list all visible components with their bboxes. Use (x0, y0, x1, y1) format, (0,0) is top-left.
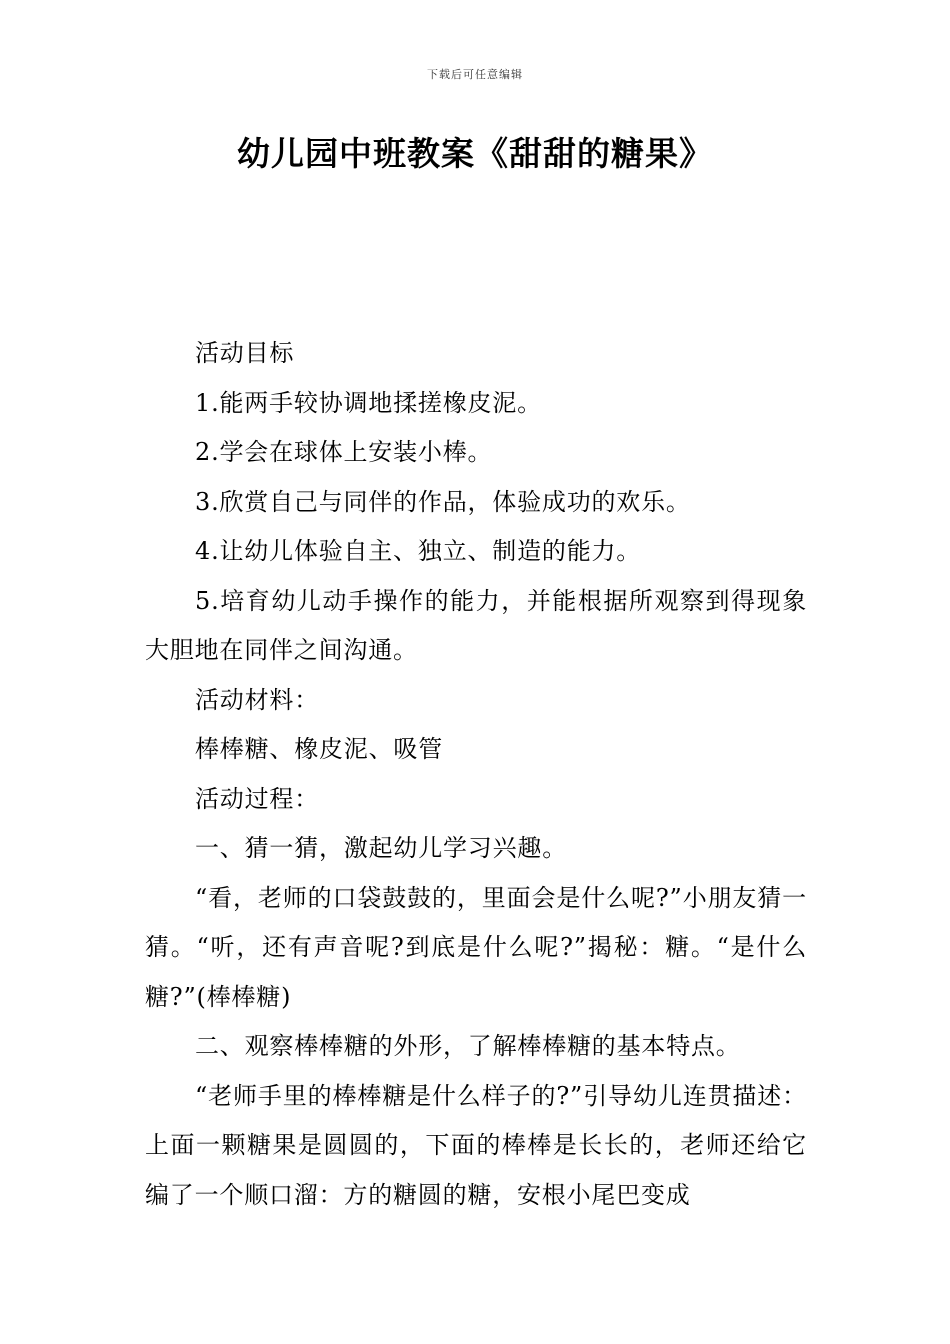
document-title: 幼儿园中班教案《甜甜的糖果》 (237, 134, 713, 173)
section-heading-process: 活动过程： (195, 784, 319, 813)
goal-item: 2.学会在球体上安装小棒。 (195, 438, 493, 466)
process-paragraph: “老师手里的棒棒糖是什么样子的?”引导幼儿连贯描述：上面一颗糖果是圆圆的，下面的棒棒是长长的，老师还给它编了一个顺口溜：方的糖圆的糖，安根小尾巴变成 (145, 1081, 807, 1209)
section-heading-goals: 活动目标 (195, 339, 295, 367)
process-paragraph: “看，老师的口袋鼓鼓的，里面会是什么呢?”小朋友猜一猜。“听，还有声音呢?到底是什么呢?”揭秘：糖。“是什么糖?”(棒棒糖) (145, 883, 807, 1011)
section-heading-materials: 活动材料： (195, 685, 319, 714)
header-note: 下载后可任意编辑 (427, 68, 523, 81)
goal-item: 5.培育幼儿动手操作的能力，并能根据所观察到得现象大胆地在同伴之间沟通。 (145, 586, 807, 664)
goal-item: 3.欣赏自己与同伴的作品，体验成功的欢乐。 (195, 487, 691, 516)
goal-item: 1.能两手较协调地揉搓橡皮泥。 (195, 388, 542, 417)
document-body (145, 329, 807, 1220)
process-step-heading: 一、猜一猜，激起幼儿学习兴趣。 (195, 834, 567, 862)
process-step-heading: 二、观察棒棒糖的外形，了解棒棒糖的基本特点。 (195, 1032, 741, 1060)
goal-item: 4.让幼儿体验自主、独立、制造的能力。 (195, 537, 642, 565)
materials-list: 棒棒糖、橡皮泥、吸管 (195, 735, 443, 763)
